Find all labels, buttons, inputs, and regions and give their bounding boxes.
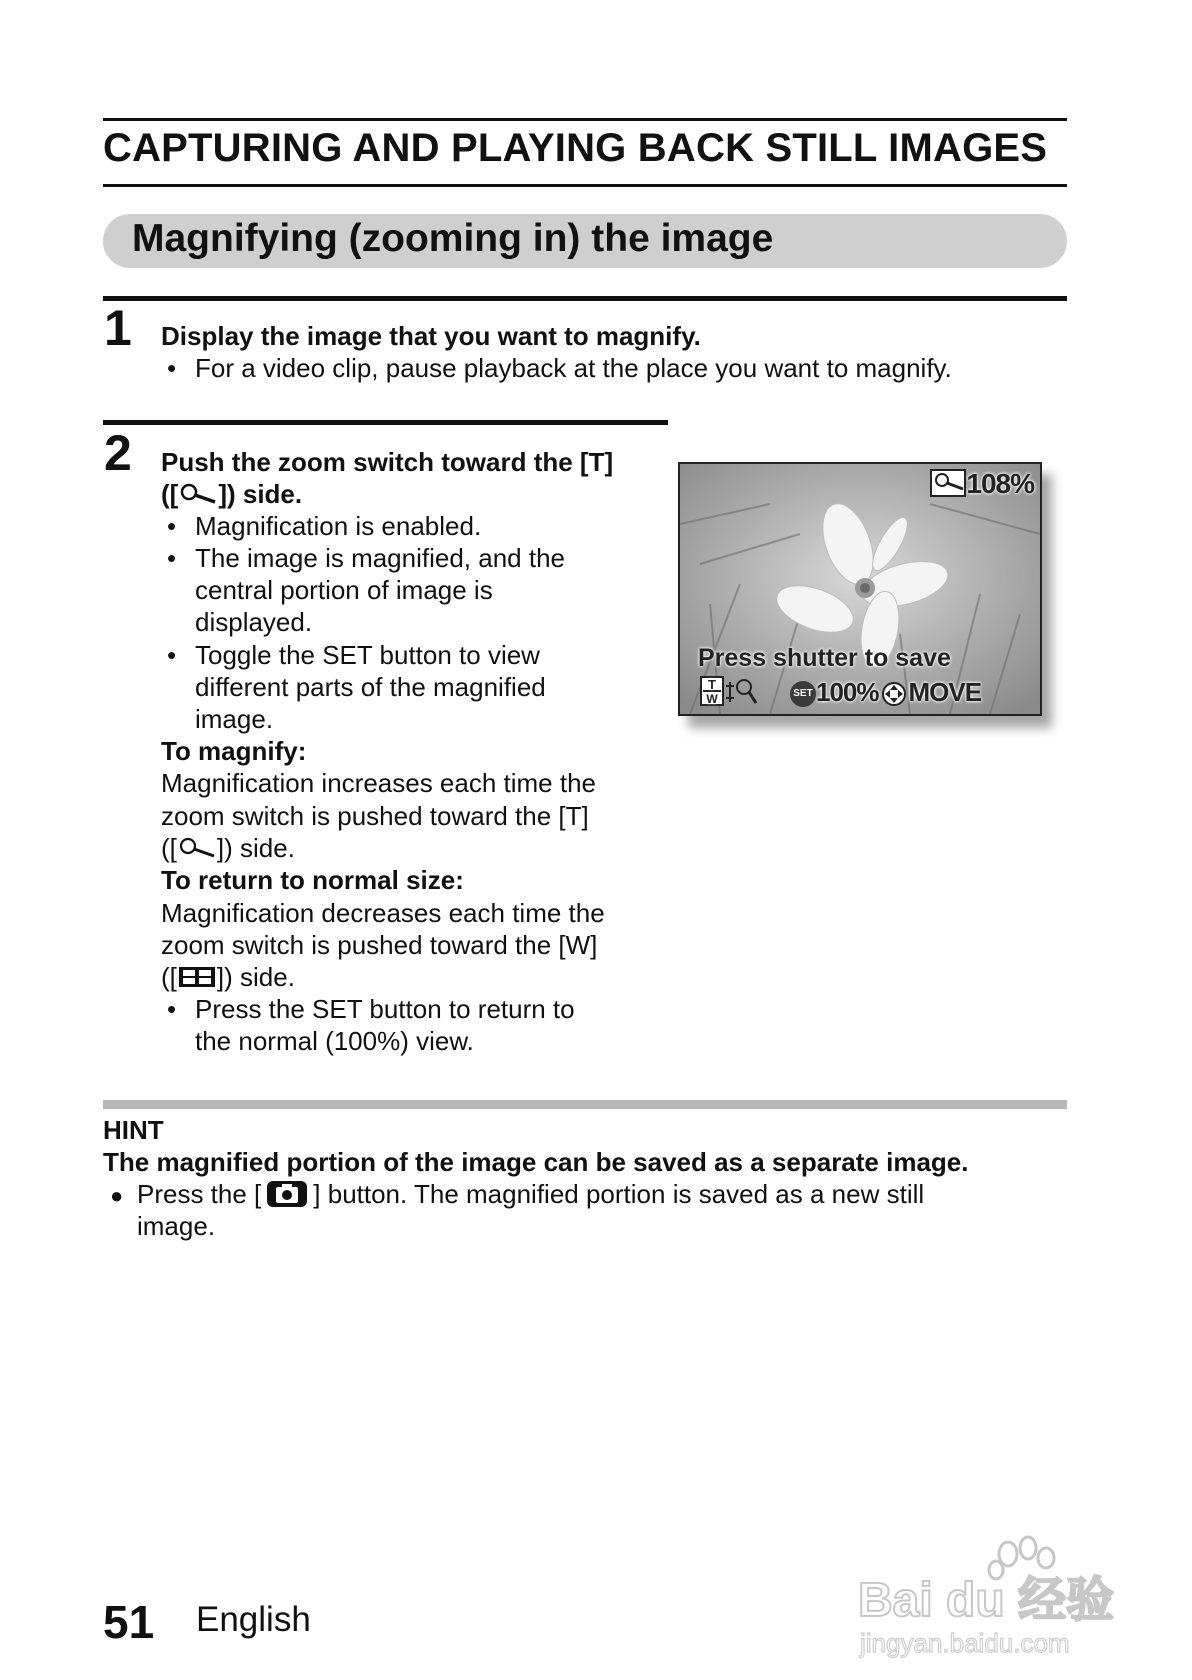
step2-bullet-3-line-1: Toggle the SET button to view xyxy=(195,640,540,670)
arrow-pad-icon xyxy=(881,681,907,707)
camera-screen-illustration xyxy=(678,462,1042,716)
step2-heading-pre: ([ xyxy=(161,479,179,509)
set-button-icon xyxy=(790,681,816,707)
step2-bullet-3-line-2: different parts of the magnified xyxy=(195,672,546,702)
to-magnify-text-3 xyxy=(161,832,295,865)
to-normal-label: To return to normal size: xyxy=(161,865,464,895)
zoom-wide-grid-icon xyxy=(177,965,217,989)
hint-bullet-line2: image. xyxy=(137,1211,216,1241)
hint-bullet xyxy=(110,1178,925,1213)
zoom-indicator xyxy=(930,468,1034,500)
hint-bullet-text xyxy=(137,1178,924,1211)
list-item xyxy=(167,510,637,543)
hint-label: HINT xyxy=(103,1115,164,1145)
baidu-watermark xyxy=(858,1530,1138,1660)
zoom-tele-icon xyxy=(178,483,218,505)
list-item xyxy=(167,639,637,672)
watermark-brand: Bai du 经验 xyxy=(858,1574,1115,1627)
magnify-end-post: ]) side. xyxy=(216,833,295,863)
step2-heading-line2 xyxy=(161,479,302,510)
step2-rule xyxy=(103,420,668,425)
step1-number: 1 xyxy=(104,300,132,356)
normal-end-pre: ([ xyxy=(161,962,177,992)
list-item xyxy=(167,542,637,575)
set-label: SET xyxy=(793,688,813,700)
step2-bullet-1-line-1: Magnification is enabled. xyxy=(195,511,482,541)
baidu-paw-logo xyxy=(858,1530,1138,1660)
zoom-tele-icon xyxy=(177,837,217,859)
to-magnify-text-2: zoom switch is pushed toward the [T] xyxy=(161,801,589,831)
step2-bullet-2-line-2: central portion of image is xyxy=(195,575,493,605)
step2-final-bullet-line-1: Press the SET button to return to xyxy=(195,994,575,1024)
top-rule xyxy=(103,118,1067,121)
step1-rule xyxy=(103,296,1067,301)
page-language: English xyxy=(196,1600,311,1639)
step2-bullet-2-line-1: The image is magnified, and the xyxy=(195,543,565,573)
zoom-tele-icon xyxy=(930,469,966,497)
to-normal-text-2: zoom switch is pushed toward the [W] xyxy=(161,930,598,960)
normal-end-post: ]) side. xyxy=(216,962,295,992)
bullet-dot: • xyxy=(167,543,177,573)
to-normal-text-1: Magnification decreases each time the xyxy=(161,898,605,928)
page-number: 51 xyxy=(103,1596,155,1648)
bullet-dot: • xyxy=(167,640,177,670)
list-item xyxy=(167,993,637,1026)
step2-final-bullet-line-2: the normal (100%) view. xyxy=(195,1026,474,1056)
zoom-level: 108% xyxy=(966,468,1034,499)
bullet-dot: • xyxy=(167,353,177,383)
camera-shutter-icon xyxy=(265,1179,309,1209)
hint-bullet-pre: Press the [ xyxy=(137,1179,262,1209)
set-move-indicator xyxy=(790,677,981,708)
move-label: MOVE xyxy=(908,677,982,707)
to-magnify-text-1: Magnification increases each time the xyxy=(161,768,597,798)
tw-top-label: T xyxy=(708,677,716,692)
section-title: Magnifying (zooming in) the image xyxy=(132,217,774,260)
screen-message: Press shutter to save xyxy=(698,644,951,672)
bullet-dot: • xyxy=(167,994,177,1024)
tw-zoom-indicator xyxy=(700,676,758,711)
step2-heading-line1: Push the zoom switch toward the [T] xyxy=(161,447,614,477)
step2-bullet-3-line-3: image. xyxy=(195,704,274,734)
step2-number: 2 xyxy=(104,425,132,481)
step1-bullet xyxy=(167,352,952,385)
tw-lever-icon xyxy=(700,676,758,706)
bullet-dot: ● xyxy=(110,1183,124,1208)
step2-heading-post: ]) side. xyxy=(218,479,303,509)
to-normal-text-3 xyxy=(161,961,295,994)
to-magnify-label: To magnify: xyxy=(161,736,307,766)
step1-heading: Display the image that you want to magnify. xyxy=(161,321,701,351)
title-bottom-rule xyxy=(103,184,1067,187)
watermark-url: jingyan.baidu.com xyxy=(860,1628,1070,1658)
tw-bottom-label: W xyxy=(706,692,718,706)
zoom-percent: 100% xyxy=(816,677,879,707)
hint-heading: The magnified portion of the image can be saved as a separate image. xyxy=(103,1147,969,1177)
step1-bullet-text: For a video clip, pause playback at the place you want to magnify. xyxy=(195,353,952,383)
magnify-end-pre: ([ xyxy=(161,833,177,863)
bullet-dot: • xyxy=(167,511,177,541)
chapter-title: CAPTURING AND PLAYING BACK STILL IMAGES xyxy=(103,126,1048,170)
step2-bullet-2-line-3: displayed. xyxy=(195,607,313,637)
hint-bullet-post: ] button. The magnified portion is saved as a new still xyxy=(313,1179,925,1209)
hint-divider xyxy=(103,1100,1067,1109)
